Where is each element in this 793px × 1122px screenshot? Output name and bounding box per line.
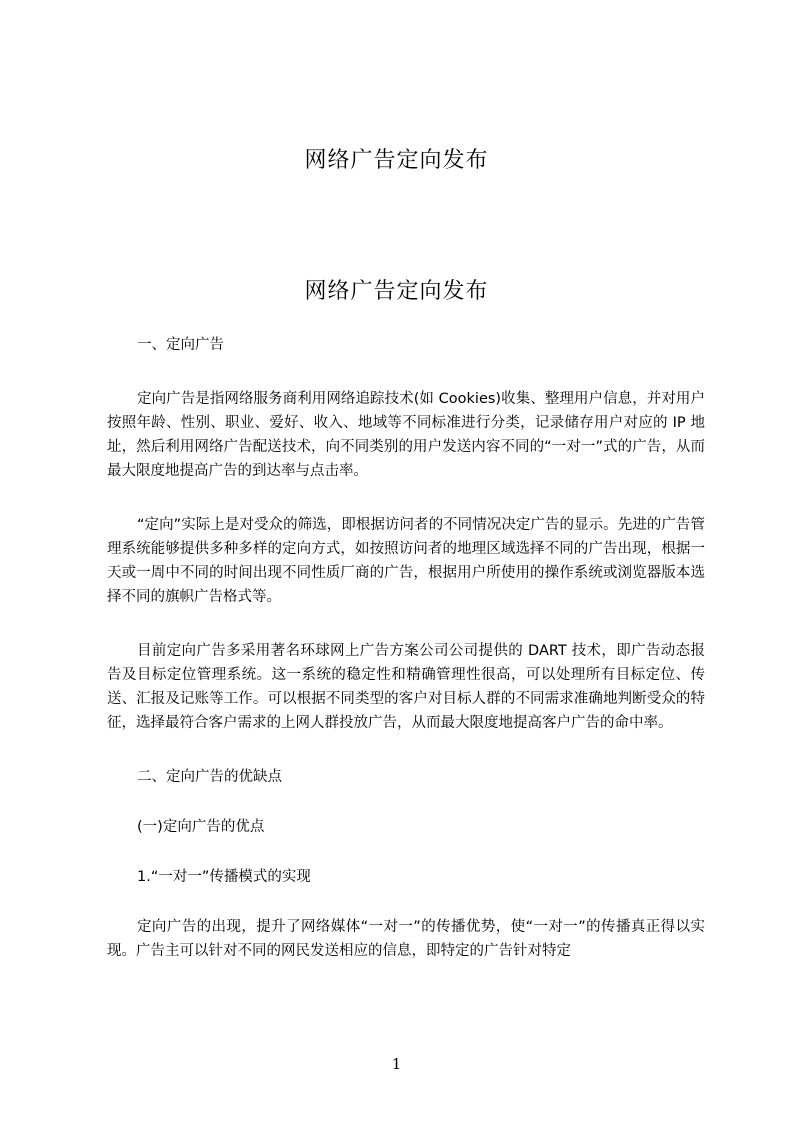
paragraph-2: “定向”实际上是对受众的筛选，即根据访问者的不同情况决定广告的显示。先进的广告管理系统能够提供多种多样的定向方式，如按照访问者的地理区域选择不同的广告出现，根据一天或一周中不同的时间出现不同性质厂商的广告，根据用户所使用的操作系统或浏览器版本选择不同的旗帜广告格式等。 [107,517,705,605]
document-title-main: 网络广告定向发布 [304,279,489,304]
document-title-top: 网络广告定向发布 [304,148,489,173]
paragraph-3: 目前定向广告多采用著名环球网上广告方案公司公司提供的 DART 技术，即广告动态报告及目标定位管理系统。这一系统的稳定性和精确管理性很高，可以处理所有目标定位、传送、汇报及记账等工作。可以根据不同类型的客户对目标人群的不同需求准确地判断受众的特征，选择最符合客户需求的上网人群投放广告，从而最大限度地提高客户广告的命中率。 [107,643,705,731]
page-number: 1 [391,1055,402,1073]
paragraph-4: 定向广告的出现，提升了网络媒体“一对一”的传播优势，使“一对一”的传播真正得以实现。广告主可以针对不同的网民发送相应的信息，即特定的广告针对特定 [107,919,705,959]
subsection-heading-1: (一)定向广告的优点 [137,819,265,835]
item-heading-1: 1.“一对一”传播模式的实现 [137,869,311,885]
section-heading-2: 二、定向广告的优缺点 [137,769,282,785]
section-heading-1: 一、定向广告 [137,337,224,353]
document-body [107,333,705,963]
paragraph-1: 定向广告是指网络服务商利用网络追踪技术(如 Cookies)收集、整理用户信息，并对用户按照年龄、性别、职业、爱好、收入、地域等不同标准进行分类，记录储存用户对应的 IP 地址，然后利用网络广告配送技术，向不同类别的用户发送内容不同的“一对一”式的广告，从而最大限度地提高广告的到达率与点击率。 [107,391,705,479]
